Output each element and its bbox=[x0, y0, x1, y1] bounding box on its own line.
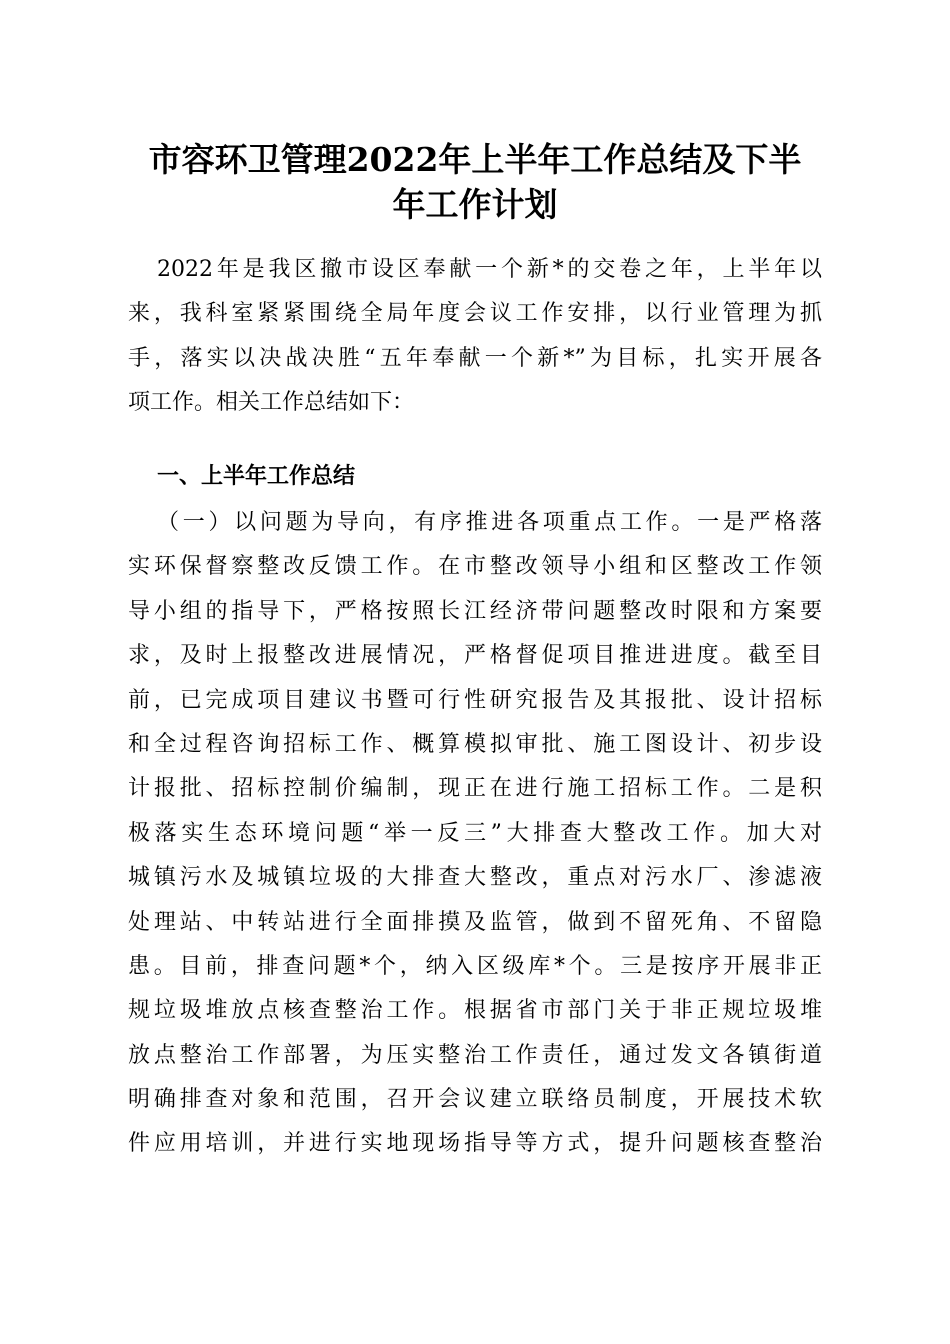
text-line: 极落实生态环境问题“举一反三”大排查大整改工作。加大对 bbox=[128, 820, 822, 846]
section-heading: 一、上半年工作总结 bbox=[157, 464, 356, 489]
text-line: 明确排查对象和范围，召开会议建立联络员制度，开展技术软 bbox=[128, 1087, 822, 1113]
text-line: 前，已完成项目建议书暨可行性研究报告及其报批、设计招标 bbox=[128, 687, 822, 713]
text-line: 城镇污水及城镇垃圾的大排查大整改，重点对污水厂、渗滤液 bbox=[128, 865, 822, 891]
text-line: （一）以问题为导向，有序推进各项重点工作。一是严格落 bbox=[157, 510, 822, 535]
section-paragraph bbox=[128, 501, 822, 1167]
text-line: 放点整治工作部署，为压实整治工作责任，通过发文各镇街道 bbox=[128, 1042, 822, 1068]
text-line: 处理站、中转站进行全面排摸及监管，做到不留死角、不留隐 bbox=[128, 909, 822, 935]
text-line: 和全过程咨询招标工作、概算模拟审批、施工图设计、初步设 bbox=[128, 731, 822, 757]
document-title-line-2: 年工作计划 bbox=[392, 185, 558, 224]
intro-paragraph bbox=[128, 248, 822, 426]
text-line: 实环保督察整改反馈工作。在市整改领导小组和区整改工作领 bbox=[128, 554, 822, 580]
text-line: 来，我科室紧紧围绕全局年度会议工作安排，以行业管理为抓 bbox=[128, 301, 822, 327]
text-line: 手，落实以决战决胜“五年奉献一个新*”为目标，扎实开展各 bbox=[128, 345, 822, 371]
text-line: 导小组的指导下，严格按照长江经济带问题整改时限和方案要 bbox=[128, 598, 822, 624]
text-line: 件应用培训，并进行实地现场指导等方式，提升问题核查整治 bbox=[128, 1131, 822, 1157]
text-line: 2022年是我区撤市设区奉献一个新*的交卷之年，上半年以 bbox=[157, 257, 822, 282]
text-line: 求，及时上报整改进展情况，严格督促项目推进进度。截至目 bbox=[128, 643, 822, 669]
text-line: 计报批、招标控制价编制，现正在进行施工招标工作。二是积 bbox=[128, 776, 822, 802]
text-line: 项工作。相关工作总结如下： bbox=[128, 390, 415, 416]
document-title-line-1: 市容环卫管理2022年上半年工作总结及下半 bbox=[148, 140, 802, 179]
text-line: 患。目前，排查问题*个，纳入区级库*个。三是按序开展非正 bbox=[128, 953, 822, 979]
text-line: 规垃圾堆放点核查整治工作。根据省市部门关于非正规垃圾堆 bbox=[128, 998, 822, 1024]
